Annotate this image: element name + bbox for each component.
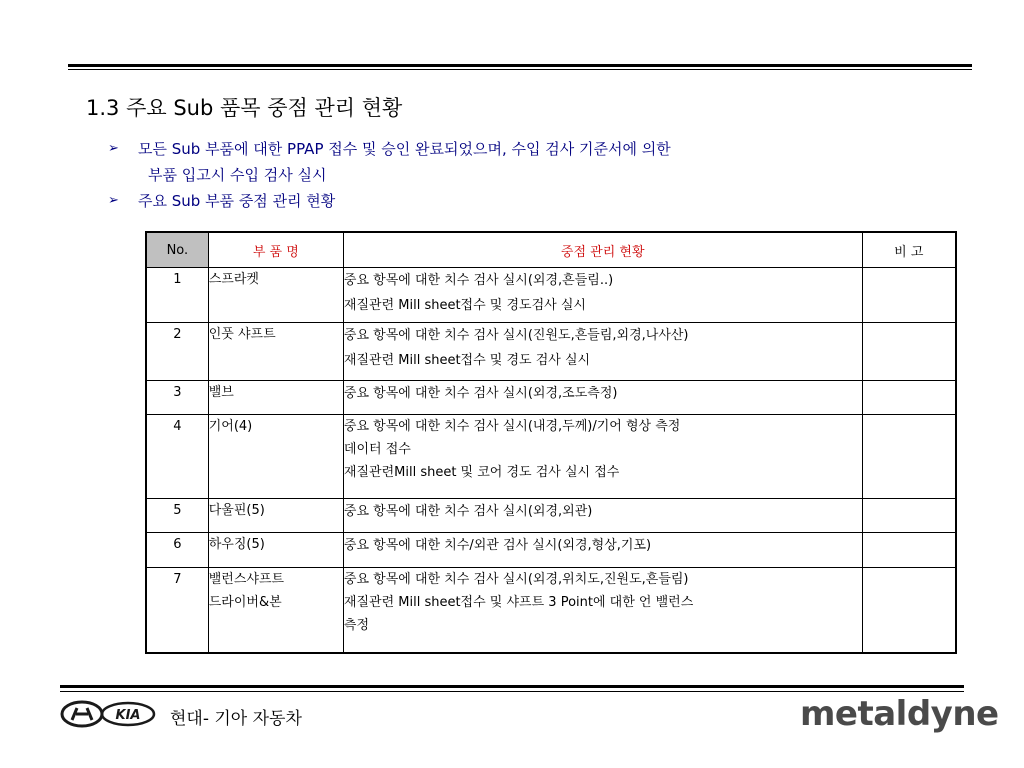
row-no: 6 xyxy=(146,533,208,568)
row-no: 2 xyxy=(146,323,208,381)
header-no: No. xyxy=(146,232,208,268)
part-name-line: 밸런스샤프트 xyxy=(208,572,285,587)
part-name-line: 밸브 xyxy=(208,385,234,400)
bottom-rule-thick xyxy=(60,685,964,688)
kia-logo-text: KIA xyxy=(115,708,141,723)
top-rule-thin xyxy=(68,69,972,70)
header-remarks: 비 고 xyxy=(862,232,956,268)
row-no: 4 xyxy=(146,415,208,499)
top-rule-thick xyxy=(68,64,972,67)
status-line: 중요 항목에 대한 치수 검사 실시(내경,두께)/기어 형상 측정 xyxy=(343,419,681,434)
status-line: 재질관련Mill sheet 및 코어 경도 검사 실시 접수 xyxy=(343,465,620,480)
row-no: 5 xyxy=(146,499,208,533)
row-note xyxy=(862,268,956,323)
row-part-name xyxy=(208,381,343,415)
row-note xyxy=(862,499,956,533)
sub-parts-status-table xyxy=(145,231,957,654)
row-no: 1 xyxy=(146,268,208,323)
row-part-name xyxy=(208,568,343,653)
table-row xyxy=(146,415,956,499)
row-status xyxy=(343,323,862,381)
row-status xyxy=(343,381,862,415)
row-note xyxy=(862,568,956,653)
header-part-name: 부 품 명 xyxy=(208,232,343,268)
row-part-name xyxy=(208,415,343,499)
status-line: 재질관련 Mill sheet접수 및 경도검사 실시 xyxy=(343,298,586,313)
hyundai-kia-logo xyxy=(60,697,156,731)
table-header-row xyxy=(146,232,956,268)
bottom-rule-thin xyxy=(60,691,964,692)
status-line: 재질관련 Mill sheet접수 및 경도 검사 실시 xyxy=(343,353,591,368)
part-name-line: 스프라켓 xyxy=(208,272,259,287)
row-part-name xyxy=(208,323,343,381)
row-status xyxy=(343,568,862,653)
table-row xyxy=(146,568,956,653)
row-part-name xyxy=(208,499,343,533)
row-note xyxy=(862,415,956,499)
status-line: 중요 항목에 대한 치수 검사 실시(진원도,흔들림,외경,나사산) xyxy=(343,328,689,343)
row-part-name xyxy=(208,533,343,568)
status-line: 데이터 접수 xyxy=(343,442,411,457)
status-line: 중요 항목에 대한 치수 검사 실시(외경,외관) xyxy=(343,504,593,519)
bullet-text: 주요 Sub 부품 중점 관리 현황 xyxy=(138,192,336,210)
arrow-bullet-icon: ➢ xyxy=(108,141,119,156)
row-status xyxy=(343,268,862,323)
status-line: 중요 항목에 대한 치수 검사 실시(외경,조도측정) xyxy=(343,386,618,401)
page-title: 1.3 주요 Sub 품목 중점 관리 현황 xyxy=(86,96,403,120)
header-management-status: 중점 관리 현황 xyxy=(343,232,862,268)
table-row xyxy=(146,533,956,568)
table-row xyxy=(146,323,956,381)
table-row xyxy=(146,381,956,415)
row-note xyxy=(862,381,956,415)
row-status xyxy=(343,533,862,568)
hyundai-h-mark xyxy=(72,708,92,720)
row-note xyxy=(862,323,956,381)
part-name-line: 드라이버&본 xyxy=(208,595,282,610)
status-line: 중요 항목에 대한 치수/외관 검사 실시(외경,형상,기포) xyxy=(343,538,652,553)
bullet-text-line2: 부품 입고시 수입 검사 실시 xyxy=(148,166,327,184)
status-line: 중요 항목에 대한 치수 검사 실시(외경,흔들림..) xyxy=(343,273,614,288)
part-name-line: 다울핀(5) xyxy=(208,503,265,518)
row-part-name xyxy=(208,268,343,323)
row-no: 3 xyxy=(146,381,208,415)
row-no: 7 xyxy=(146,568,208,653)
metaldyne-logo: metaldyne xyxy=(800,694,999,734)
row-status xyxy=(343,499,862,533)
arrow-bullet-icon: ➢ xyxy=(108,193,119,208)
part-name-line: 기어(4) xyxy=(208,419,253,434)
part-name-line: 인풋 샤프트 xyxy=(208,327,276,342)
status-line: 중요 항목에 대한 치수 검사 실시(외경,위치도,진원도,흔들림) xyxy=(343,572,689,587)
footer-company-text: 현대- 기아 자동차 xyxy=(170,709,302,729)
table-row xyxy=(146,499,956,533)
row-status xyxy=(343,415,862,499)
table-row xyxy=(146,268,956,323)
bullet-text-line1: 모든 Sub 부품에 대한 PPAP 접수 및 승인 완료되었으며, 수입 검사 기준서에 의한 xyxy=(138,140,671,158)
row-note xyxy=(862,533,956,568)
status-line: 측정 xyxy=(343,618,370,633)
part-name-line: 하우징(5) xyxy=(208,537,265,552)
status-line: 재질관련 Mill sheet접수 및 샤프트 3 Point에 대한 언 밸런스 xyxy=(343,595,694,610)
